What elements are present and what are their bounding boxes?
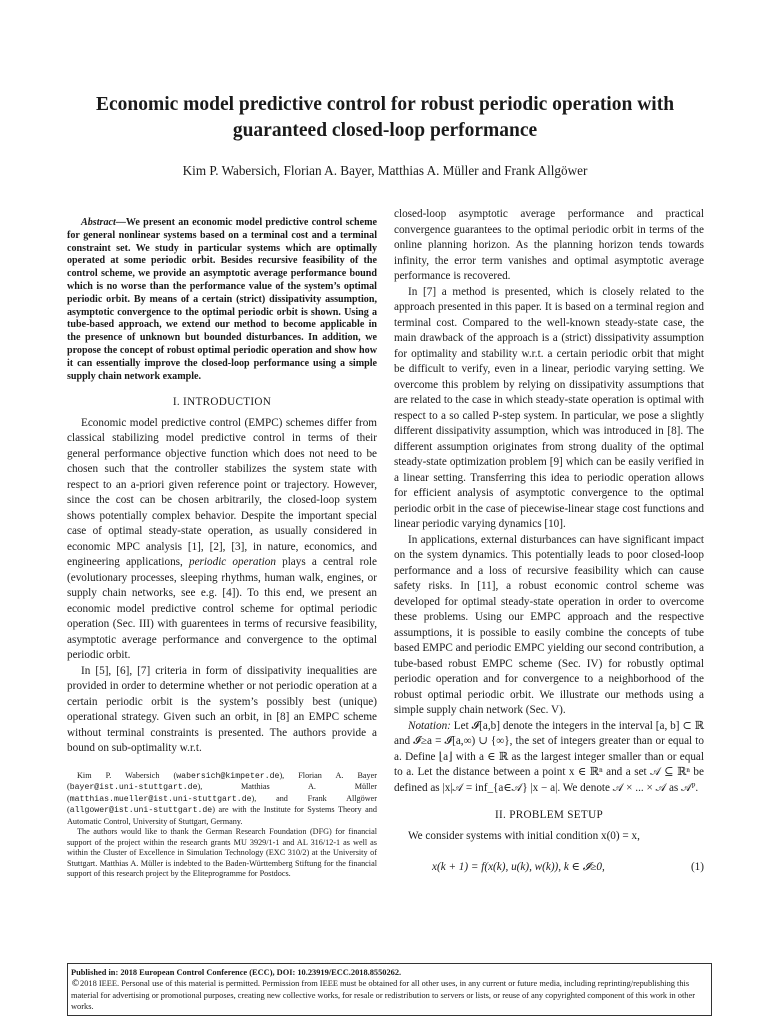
intro-p1-emphasis: periodic operation: [188, 556, 276, 569]
fn1-text-d: ), and Frank Allgöwer (: [67, 793, 377, 815]
copyright-box: [67, 963, 712, 1016]
author-list: Kim P. Wabersich, Florian A. Bayer, Matthias A. Müller and Frank Allgöwer: [182, 163, 588, 178]
email-bayer[interactable]: bayer@ist.uni-stuttgart.de: [69, 783, 198, 793]
notation-paragraph: [394, 719, 704, 797]
title-line-2: guaranteed closed-loop performance: [232, 120, 538, 141]
left-column: [67, 207, 377, 880]
copyright-notice: [71, 978, 708, 1012]
section-heading-introduction: I. INTRODUCTION: [172, 396, 272, 409]
abstract-dash: —: [115, 217, 126, 228]
fn1-text-c: ), Matthias A. Müller (: [67, 782, 377, 803]
abstract-text: We present an economic model predictive control scheme for general nonlinear systems based on a terminal cost and a terminal constraint set. We study in particular systems which are optimally operated at some periodic orbit. Besides recursive feasibility of the control scheme, we provide an asymptotic average performance bound which is no worse than the performance value of the system’s optimal periodic orbit. By means of a certain (strict) dissipativity assumption, asymptotic convergence to the optimal periodic orbit is shown. Using a tube-based approach, we extend our method to become applicable in the presence of unknown but bounded disturbances. In addition, we propose the concept of robust optimal periodic operation and show how it can essentially improve the closed-loop performance using a simple supply chain network example.: [67, 217, 377, 382]
footnote-affiliations: [67, 771, 377, 828]
equation-number: (1): [690, 861, 704, 873]
right-paragraph-3: In applications, external disturbances can have significant impact on the system dynamics. This potentially leads to poor closed-loop performance and a loss of recursive feasibility which can cause safety risks. In [11], a robust economic control scheme was developed for optimal steady-state operation in order to overcome these problems. Using our EMPC approach and the respective assumptions, it is possible to easily combine the concepts of tube based EMPC and periodic EMPC yielding our second contribution, a tube-based robust EMPC scheme (Sec. IV) for robustly optimal periodic operation and for convergence to a neighborhood of the robust optimal periodic orbit. We illustrate our methods using a simple supply chain network (Sec. V).: [394, 533, 704, 716]
paper-title: [40, 92, 730, 144]
copyright-text: 2018 IEEE. Personal use of this material is permitted. Permission from IEEE must be obtained for all other uses, in any current or future media, including reprinting/republishing this material for advertising or promotional purposes, creating new collective works, for resale or redistribution to servers or lists, or reuse of any copyrighted component of this work in other works.: [71, 979, 695, 1011]
right-column: [394, 207, 704, 876]
email-allgower[interactable]: allgower@ist.uni-stuttgart.de: [69, 806, 213, 816]
notation-label: Notation:: [408, 719, 451, 732]
right-paragraph-2: In [7] a method is presented, which is closely related to the approach presented in this paper. It is based on a terminal region and terminal cost. Compared to the well-known steady-state case, the main drawback of the approach is a (strict) dissipativity assumption for optimality and stability w.r.t. a certain periodic orbit that might be difficult to verify, even in a linear, periodic varying setting. We overcome this problem by relying on dissipativity assumptions that are related to the case in which steady-state operation is optimal with respect to a so called P-step system. In particular, we pose a slightly different dissipativity assumption, which was introduced in [8]. The different assumption originates from strong duality of the optimal steady-state optimization problem [9] which can be easily verified in a linear setting. Transferring this idea to periodic operation allows for efficient analysis of asymptotic convergence to the optimal periodic orbit in the case of piecewise-linear stage cost functions and linear periodic varying dynamics [10].: [394, 285, 704, 530]
publication-info: Published in: 2018 European Control Conference (ECC), DOI: 10.23919/ECC.2018.8550262.: [71, 968, 402, 977]
notation-text: Let 𝓘[a,b] denote the integers in the interval [a, b] ⊂ ℝ and 𝓘≥a = 𝓘[a,∞) ∪ {∞}, the set of integers greater than or equal to a. Define ⌊a⌋ with a ∈ ℝ as the largest integer smaller than or equal to a. Let the distance between a point x ∈ ℝⁿ and a set 𝒜 ⊆ ℝⁿ be defined as |x|𝒜 = inf_{a∈𝒜} |x − a|. We denote 𝒜 × ... × 𝒜 as 𝒜ᴾ.: [394, 719, 704, 794]
right-paragraph-1: closed-loop asymptotic average performance and practical convergence guarantees to the optimal periodic orbit in terms of the online planning horizon. As the planning horizon tends towards infinity, the error term vanishes and optimal asymptotic average performance is recovered.: [394, 208, 704, 282]
abstract-label: Abstract: [81, 217, 116, 228]
equation-body: x(k + 1) = f(x(k), u(k), w(k)), k ∈ 𝓘≥0,: [432, 861, 605, 873]
fn1-text-b: ), Florian A. Bayer (: [67, 770, 377, 792]
email-mueller[interactable]: matthias.mueller@ist.uni-stuttgart.de: [69, 794, 252, 804]
intro-p1-text-a: Economic model predictive control (EMPC) schemes differ from classical stabilizing model predictive control in terms of their general performance objective function which does not need to be chosen such that the controller stabilizes the system state with respect to an a-priori given reference point or trajectory. However, since the cost can be chosen arbitrarily, the closed-loop system shows potentially complex behavior. Despite the important special case of optimal steady-state operation, as usually considered in economic MPC analysis [1], [2], [3], in nature, economics, and engineering applications,: [67, 416, 377, 569]
intro-paragraph-2: In [5], [6], [7] criteria in form of dissipativity inequalities are provided in order to determine whether or not periodic operation at a certain periodic orbit is the system’s possibly best (unique) operational strategy. Given such an orbit, in [8] an EMPC scheme without terminal constraints is presented. The authors provide a bound on sub-optimality w.r.t.: [67, 664, 377, 755]
equation-1: [394, 860, 704, 876]
title-line-1: Economic model predictive control for robust periodic operation with: [95, 94, 675, 115]
copyright-symbol: ©: [71, 979, 80, 989]
intro-paragraph-1: [67, 416, 377, 664]
setup-intro: We consider systems with initial condition x(0) = x,: [408, 829, 640, 842]
section-heading-problem-setup: II. PROBLEM SETUP: [495, 809, 603, 821]
abstract: [67, 217, 377, 383]
intro-p1-text-b: plays a central role (evolutionary processes, sleeping rhythms, human walk, engines, or supply chain networks, see e.g. [4]). To this end, we present an economic model predictive control scheme for optimal periodic operation (Sec. III) with guarentees in terms of recursive feasibility, asymptotic average performance and convergence to the optimal periodic orbit.: [67, 556, 377, 662]
fn1-text-e: ) are with the Institute for Systems Theory and Automatic Control, University of Stuttgart, Germany.: [67, 805, 377, 826]
fn1-text-a: Kim P. Wabersich (: [77, 770, 177, 780]
footnote-funding: The authors would like to thank the German Research Foundation (DFG) for financial support of the project within the research grants MU 3929/1-1 and AL 316/12-1 as well as within the Cluster of Excellence in Simulation Technology (EXC 310/2) at the University of Stuttgart. Matthias A. Müller is indebted to the Baden-Württemberg Stiftung for the financial support of this research project by the Eliteprogramme for Postdocs.: [67, 827, 377, 879]
email-wabersich[interactable]: wabersich@kimpeter.de: [176, 771, 280, 781]
